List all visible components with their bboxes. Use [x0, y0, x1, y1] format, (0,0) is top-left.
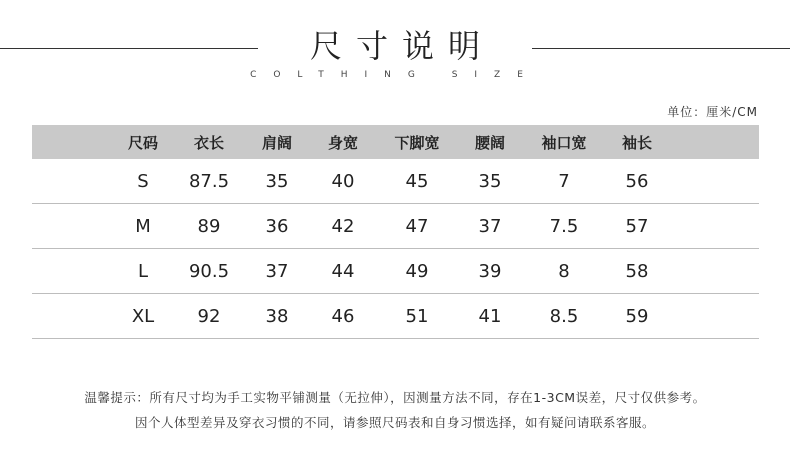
cell-size: M	[135, 215, 151, 237]
table-row	[32, 159, 759, 204]
cell-shoulder: 36	[265, 215, 289, 237]
cell-length: 87.5	[188, 170, 230, 192]
header-chest: 身宽	[327, 133, 358, 152]
notice-line-2: 因个人体型差异及穿衣习惯的不同，请参照尺码表和自身习惯选择，如有疑问请联系客服。	[134, 415, 655, 430]
cell-hem: 51	[405, 305, 429, 327]
header-size: 尺码	[127, 133, 158, 152]
table-row	[32, 249, 759, 294]
header-cuff: 袖口宽	[541, 133, 587, 152]
cell-shoulder: 35	[265, 170, 289, 192]
cell-cuff: 7	[558, 170, 570, 192]
cell-waist: 37	[478, 215, 502, 237]
cell-waist: 39	[478, 260, 502, 282]
title-bar	[0, 18, 790, 65]
header-length: 衣长	[193, 133, 224, 152]
cell-sleeve: 58	[625, 260, 649, 282]
table-body	[32, 159, 759, 339]
cell-size: S	[137, 170, 149, 192]
table-row	[32, 204, 759, 249]
cell-chest: 44	[331, 260, 355, 282]
table-header	[32, 125, 759, 159]
cell-sleeve: 59	[625, 305, 649, 327]
cell-waist: 35	[478, 170, 502, 192]
cell-length: 92	[197, 305, 221, 327]
cell-cuff: 8.5	[549, 305, 579, 327]
cell-waist: 41	[478, 305, 502, 327]
header-sleeve: 袖长	[621, 133, 652, 152]
cell-chest: 40	[331, 170, 355, 192]
cell-shoulder: 37	[265, 260, 289, 282]
cell-length: 89	[197, 215, 221, 237]
size-table	[32, 125, 759, 339]
table-row	[32, 294, 759, 339]
notice-line-1: 温馨提示：所有尺寸均为手工实物平铺测量（无拉伸），因测量方法不同，存在1-3CM误差，尺寸仅供参考。	[84, 390, 706, 405]
cell-sleeve: 56	[625, 170, 649, 192]
cell-length: 90.5	[188, 260, 230, 282]
header-waist: 腰阔	[474, 133, 505, 152]
cell-size: XL	[131, 305, 155, 327]
header-shoulder: 肩阔	[261, 133, 292, 152]
cell-shoulder: 38	[265, 305, 289, 327]
cell-hem: 49	[405, 260, 429, 282]
cell-size: L	[137, 260, 149, 282]
cell-cuff: 8	[558, 260, 570, 282]
cell-chest: 46	[331, 305, 355, 327]
cell-hem: 47	[405, 215, 429, 237]
unit-label: 单位：厘米/CM	[667, 105, 758, 119]
cell-hem: 45	[405, 170, 429, 192]
cell-sleeve: 57	[625, 215, 649, 237]
cell-chest: 42	[331, 215, 355, 237]
title-divider-left	[0, 48, 258, 49]
header-hem: 下脚宽	[394, 133, 440, 152]
title-divider-right	[532, 48, 790, 49]
cell-cuff: 7.5	[549, 215, 579, 237]
page-title: 尺寸说明	[309, 27, 494, 65]
page-subtitle: COLTHING SIZE	[250, 70, 540, 80]
